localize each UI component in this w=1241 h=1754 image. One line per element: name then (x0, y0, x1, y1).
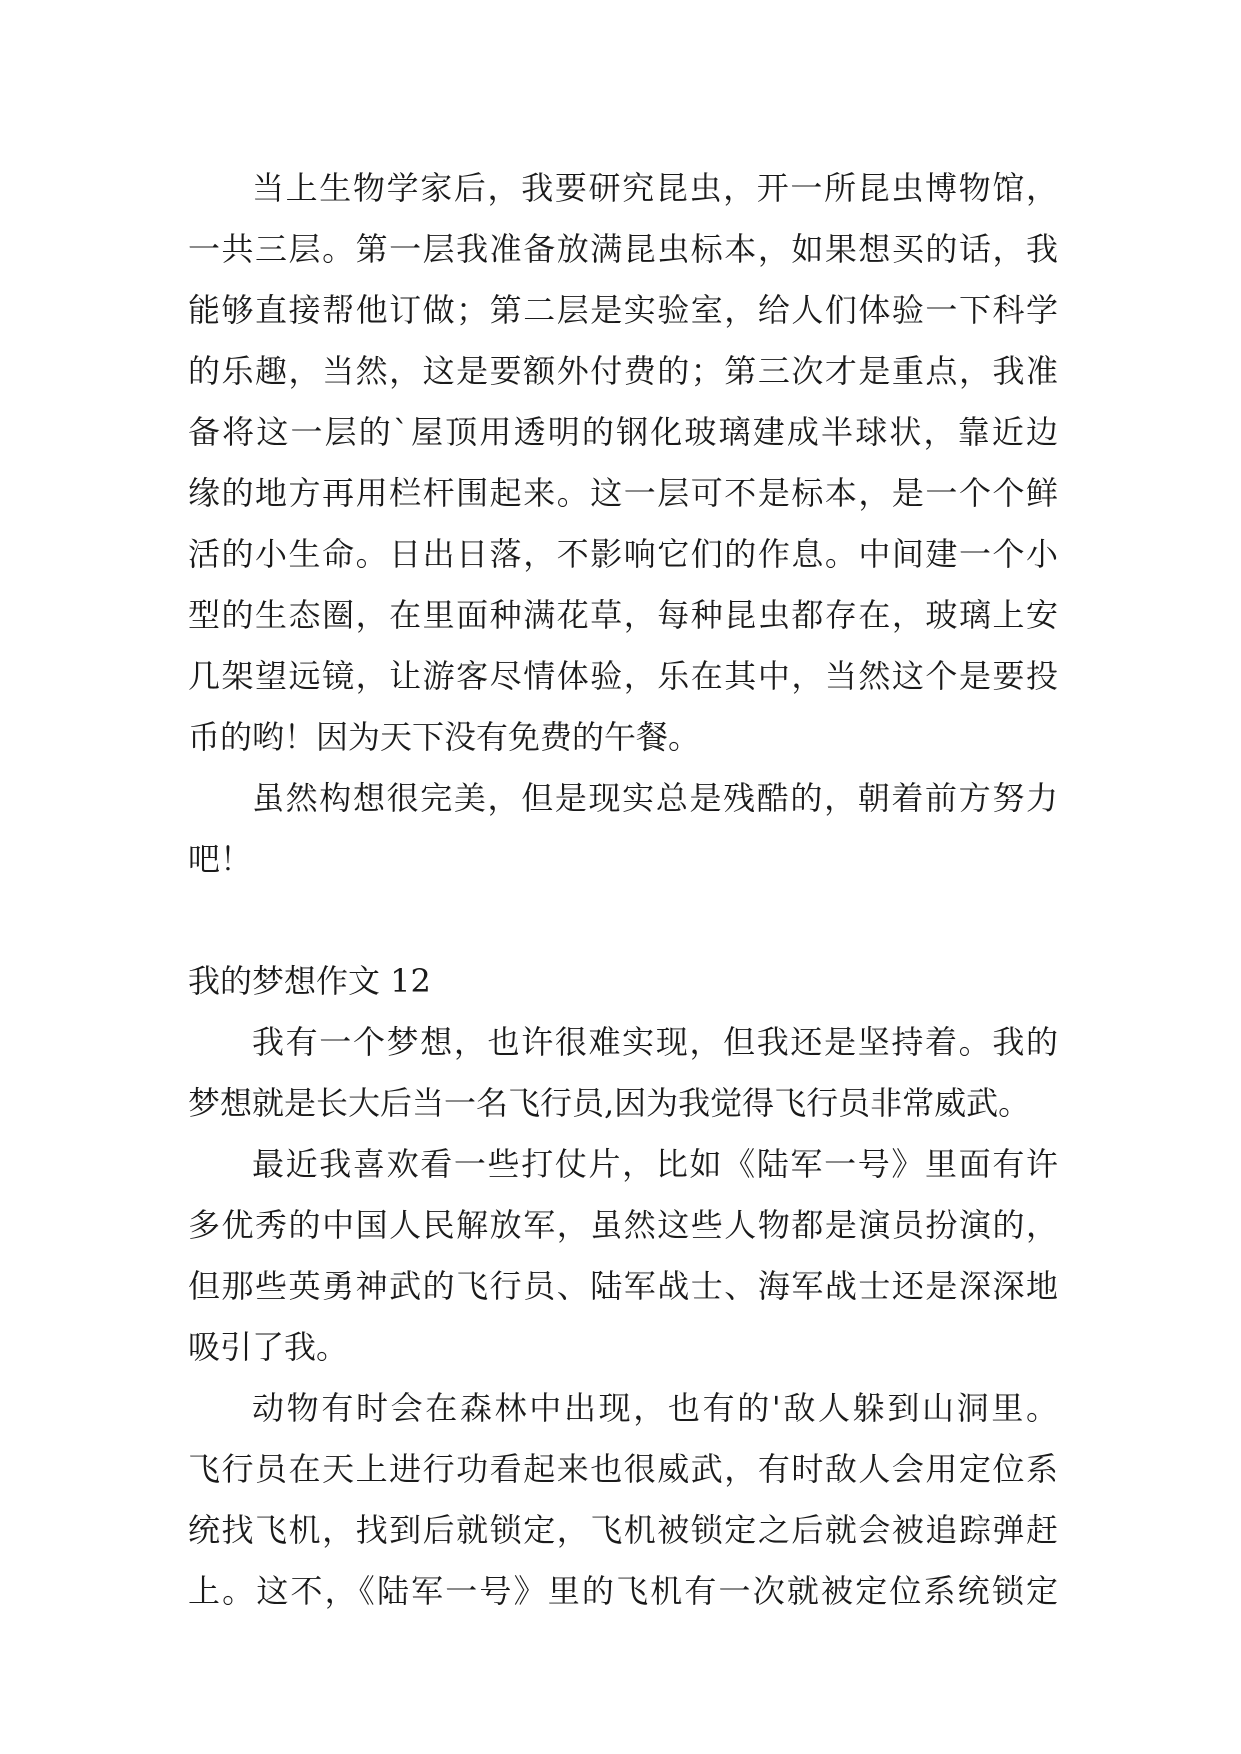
text-line: 备将这一层的`屋顶用透明的钢化玻璃建成半球状，靠近边 (188, 413, 1058, 451)
text-line: 梦想就是长大后当一名飞行员,因为我觉得飞行员非常威武。 (188, 1084, 1031, 1122)
text-line: 币的哟！因为天下没有免费的午餐。 (188, 718, 701, 756)
text-line: 活的小生命。日出日落，不影响它们的作息。中间建一个小 (188, 535, 1058, 573)
text-line: 吧！ (188, 840, 253, 878)
text-line: 几架望远镜，让游客尽情体验，乐在其中，当然这个是要投 (188, 657, 1058, 695)
essay-body (188, 158, 1058, 1622)
text-line: 飞行员在天上进行功看起来也很威武，有时敌人会用定位系 (188, 1450, 1058, 1488)
text-line: 缘的地方再用栏杆围起来。这一层可不是标本，是一个个鲜 (188, 474, 1058, 512)
text-line: 虽然构想很完美，但是现实总是残酷的，朝着前方努力 (252, 779, 1058, 817)
text-line: 动物有时会在森林中出现，也有的'敌人躲到山洞里。 (252, 1389, 1058, 1427)
essay-title: 我的梦想作文 12 (188, 962, 431, 1000)
paragraph (188, 1378, 1058, 1622)
text-line: 一共三层。第一层我准备放满昆虫标本，如果想买的话，我 (188, 230, 1058, 268)
text-line: 上。这不，《陆军一号》里的飞机有一次就被定位系统锁定 (188, 1572, 1058, 1610)
paragraph (188, 158, 1058, 768)
paragraph (188, 1134, 1058, 1378)
text-line: 吸引了我。 (188, 1328, 349, 1366)
text-line: 能够直接帮他订做；第二层是实验室，给人们体验一下科学 (188, 291, 1058, 329)
text-line: 多优秀的中国人民解放军，虽然这些人物都是演员扮演的， (188, 1206, 1058, 1244)
paragraph (188, 1012, 1058, 1134)
text-line: 最近我喜欢看一些打仗片，比如《陆军一号》里面有许 (252, 1145, 1058, 1183)
blank-line (188, 890, 1058, 951)
text-line: 但那些英勇神武的飞行员、陆军战士、海军战士还是深深地 (188, 1267, 1058, 1305)
text-line: 的乐趣，当然，这是要额外付费的；第三次才是重点，我准 (188, 352, 1058, 390)
text-line: 我有一个梦想，也许很难实现，但我还是坚持着。我的 (252, 1023, 1058, 1061)
paragraph (188, 768, 1058, 890)
text-line: 型的生态圈，在里面种满花草，每种昆虫都存在，玻璃上安 (188, 596, 1058, 634)
text-line: 当上生物学家后，我要研究昆虫，开一所昆虫博物馆， (252, 169, 1058, 207)
text-line: 统找飞机，找到后就锁定，飞机被锁定之后就会被追踪弹赶 (188, 1511, 1058, 1549)
